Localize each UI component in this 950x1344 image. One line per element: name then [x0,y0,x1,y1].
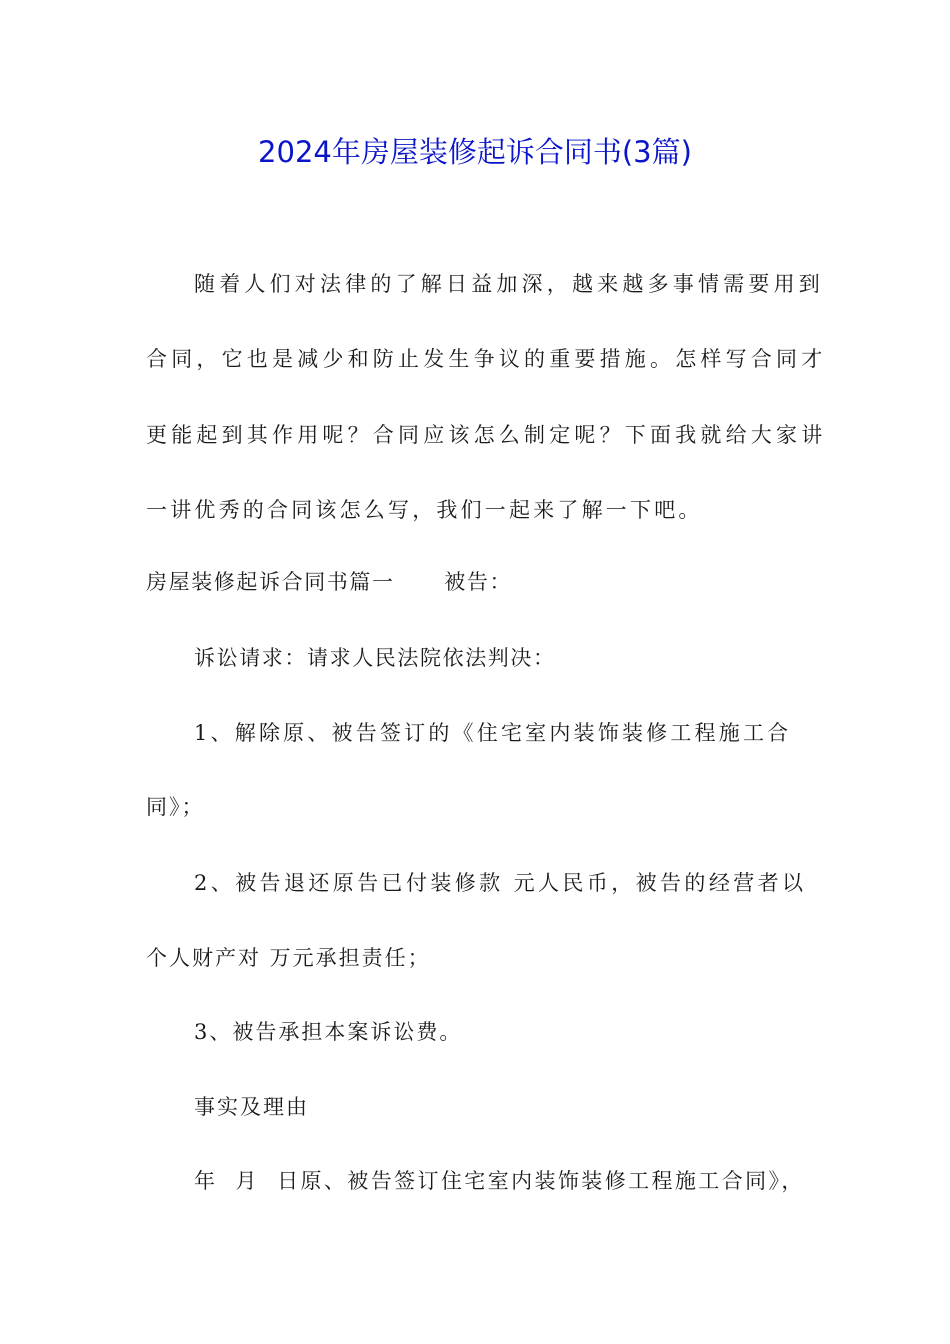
facts-line-1: 年 月 日原、被告签订住宅室内装饰装修工程施工合同》， [194,1169,805,1193]
intro-line-2: 合同，它也是减少和防止发生争议的重要措施。怎样写合同才 [146,347,827,371]
intro-line-1: 随着人们对法律的了解日益加深，越来越多事情需要用到 [194,272,824,296]
claim-3: 3、被告承担本案诉讼费。 [194,1020,463,1044]
intro-line-3: 更能起到其作用呢？合同应该怎么制定呢？下面我就给大家讲 [146,423,827,447]
claims-heading: 诉讼请求：请求人民法院依法判决： [194,646,556,670]
section-heading-defendant: 房屋装修起诉合同书篇一 被告： [146,570,513,594]
claim-2-line-1: 2、被告退还原告已付装修款 元人民币，被告的经营者以 [194,871,807,895]
document-title: 2024年房屋装修起诉合同书(3篇) [258,135,692,169]
claim-1-line-2: 同》； [146,795,205,819]
claim-1-line-1: 1、解除原、被告签订的《住宅室内装饰装修工程施工合 [194,721,792,745]
intro-line-4: 一讲优秀的合同该怎么写，我们一起来了解一下吧。 [146,498,703,522]
facts-heading: 事实及理由 [194,1095,309,1119]
claim-2-line-2: 个人财产对 万元承担责任； [146,946,431,970]
